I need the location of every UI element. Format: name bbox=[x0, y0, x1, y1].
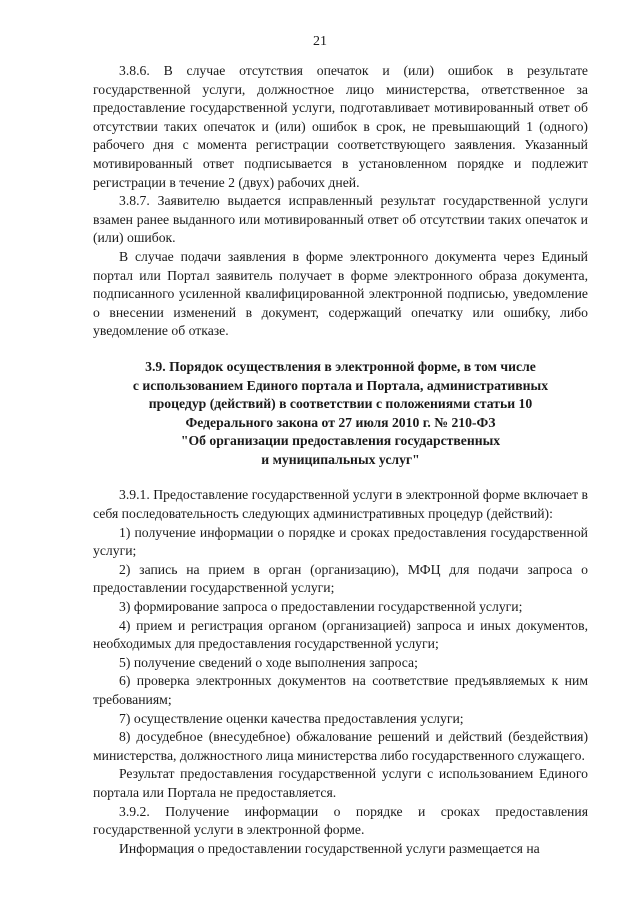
list-item: 3) формирование запроса о предоставлении государственной услуги; bbox=[119, 599, 523, 615]
heading-line: "Об организации предоставления государственных bbox=[180, 433, 501, 449]
paragraph-info: Информация о предоставлении государственной услуги размещается на bbox=[119, 840, 540, 856]
list-item: 6) проверка электронных документов на соответствие предъявляемых к ним требованиям; bbox=[93, 673, 588, 707]
paragraph-electronic-notice: В случае подачи заявления в форме электронного документа через Единый портал или Портал заявитель получает в форме электронного образа документа, подписанного усиленной квалифицированной электронной подписью, уведомление о внесении изменений в документ, содержащий опечатку или ошибку, либо уведомление об отказе. bbox=[93, 248, 588, 339]
spacer bbox=[93, 469, 588, 486]
list-item: 5) получение сведений о ходе выполнения запроса; bbox=[119, 654, 418, 670]
paragraph-3-8-6: 3.8.6. В случае отсутствия опечаток и (или) ошибок в результате государственной услуги, должностное лицо министерства, ответственное за предоставление государственной услуги, подготавливает мотивированный ответ об отсутствии таких опечаток и (или) ошибок в срок, не превышающий 1 (одного) рабочего дня с момента регистрации соответствующего заявления. Указанный мотивированный ответ подписывается в установленном порядке и подлежит регистрации в течение 2 (двух) рабочих дней. bbox=[93, 63, 588, 190]
paragraph-result: Результат предоставления государственной услуги с использованием Единого портала или Портала не предоставляется. bbox=[93, 766, 588, 800]
spacer bbox=[93, 341, 588, 358]
list-item: 4) прием и регистрация органом (организацией) запроса и иных документов, необходимых для предоставления государственной услуги; bbox=[93, 617, 588, 652]
heading-line: 3.9. Порядок осуществления в электронной форме, в том числе bbox=[145, 358, 536, 374]
list-item: 8) досудебное (внесудебное) обжалование решений и действий (бездействия) министерства, должностного лица министерства либо государственного служащего. bbox=[93, 729, 588, 763]
document-body bbox=[93, 62, 588, 858]
section-heading-3-9 bbox=[93, 358, 588, 470]
list-item: 2) запись на прием в орган (организацию), МФЦ для подачи запроса о предоставлении государственной услуги; bbox=[93, 561, 588, 596]
paragraph-3-9-2: 3.9.2. Получение информации о порядке и сроках предоставления государственной услуги в электронной форме. bbox=[93, 803, 588, 838]
heading-line: Федерального закона от 27 июля 2010 г. № 210-ФЗ bbox=[185, 414, 496, 430]
list-item: 1) получение информации о порядке и сроках предоставления государственной услуги; bbox=[93, 524, 588, 559]
heading-line: процедур (действий) в соответствии с положениями статьи 10 bbox=[148, 396, 533, 412]
heading-line: и муниципальных услуг" bbox=[261, 451, 420, 467]
page-number: 21 bbox=[313, 34, 327, 49]
paragraph-3-8-7: 3.8.7. Заявителю выдается исправленный результат государственной услуги взамен ранее выданного или мотивированный ответ об отсутствии таких опечаток и (или) ошибок. bbox=[93, 193, 588, 246]
heading-line: с использованием Единого портала и Портала, административных bbox=[132, 377, 549, 393]
paragraph-3-9-1: 3.9.1. Предоставление государственной услуги в электронной форме включает в себя последовательность следующих административных процедур (действий): bbox=[93, 487, 588, 522]
list-item: 7) осуществление оценки качества предоставления услуги; bbox=[119, 710, 464, 726]
